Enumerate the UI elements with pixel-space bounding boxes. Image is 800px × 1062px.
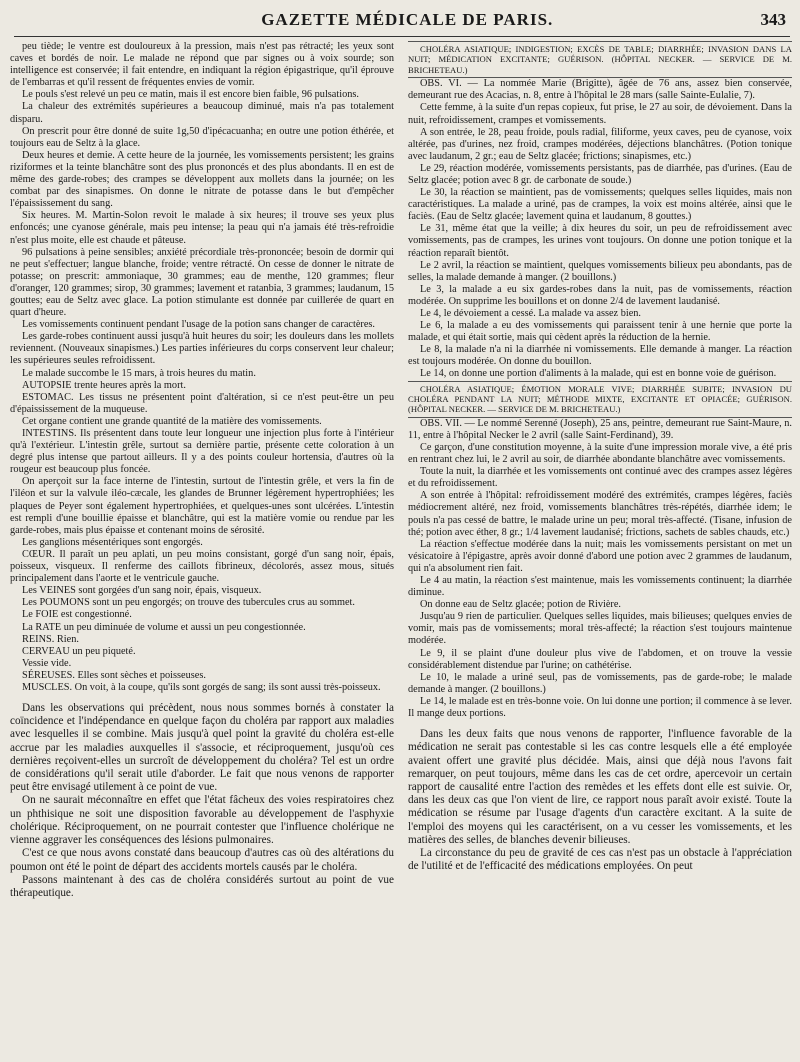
- section-heading-obs6: [408, 41, 792, 78]
- paragraph: Toute la nuit, la diarrhée et les vomissements ont continué avec des crampes assez légères et du refroidissement.: [408, 466, 792, 490]
- paragraph: On donne eau de Seltz glacée; potion de Rivière.: [420, 599, 622, 611]
- paragraph: A son entrée, le 28, peau froide, pouls radial, filiforme, yeux caves, peu de cyanose, voix altérée, pas d'urines, nez froid, crampes modérées, déjections blanchâtres. (Potion tonique avec laudanum, 2 gr.; eau de Seltz glacée; frictions; sinapismes, etc.): [408, 126, 792, 162]
- paragraph: Le malade succombe le 15 mars, à trois heures du matin.: [22, 367, 256, 379]
- paragraph: Le 14, le malade est en très-bonne voie. On lui donne une portion; il commence à se lever. Il mange deux portions.: [408, 695, 792, 720]
- paragraph: peu tiède; le ventre est douloureux à la pression, mais n'est pas rétracté; les yeux sont caves et bordés de noir. Le malade ne répond que par signes ou à voix sourde; son intelligence est conservée; il fait entendre, en indiquant la région épigastrique, qu'il éprouve de l'embarras et qu'il ressent de fréquentes envies de vomir.: [10, 41, 394, 89]
- paragraph: Le 2 avril, la réaction se maintient, quelques vomissements bilieux peu abondants, pas de selles, la malade demande à manger. (2 bouillons.): [408, 259, 792, 283]
- paragraph: On prescrit pour être donné de suite 1g,50 d'ipécacuanha; en outre une potion éthérée, et toujours eau de Seltz à la glace.: [10, 125, 394, 149]
- paragraph: OBS. VII. — Le nommé Serenné (Joseph), 25 ans, peintre, demeurant rue Saint-Maure, n. 11, entre à l'hôpital Necker le 2 avril (salle Saint-Ferdinand), 39.: [408, 417, 792, 441]
- paragraph: A son entrée à l'hôpital: refroidissement modéré des extrémités, crampes légères, faciès médiocrement altéré, nez froid, vomissements blanchâtres très-répétés, diarrhée idem; le pouls n'a pas cessé de battre, le malade urine un peu; moral très-affecté. (Tisane, infusion de thé; potion avec éther, 8 gr.; 1/4 lavement laudanisé; frictions, sachets de sables chauds, etc.): [408, 490, 792, 538]
- left-column: [10, 41, 394, 900]
- section-heading: CHOLÉRA ASIATIQUE; INDIGESTION; EXCÈS DE TABLE; DIARRHÉE; INVASION DANS LA NUIT; MÉDICATION EXCITANTE; GUÉRISON. (HÔPITAL NECKER. — SERVICE DE M. BRICHETEAU.): [408, 41, 792, 78]
- left-column-text: [10, 41, 394, 694]
- paragraph: Le 4, le dévoiement a cessé. La malade va assez bien.: [420, 308, 641, 319]
- paragraph: MUSCLES. On voit, à la coupe, qu'ils sont gorgés de sang; ils sont aussi très-poisseux.: [22, 681, 381, 693]
- right-column: [408, 41, 792, 900]
- paragraph: INTESTINS. Ils présentent dans toute leur longueur une injection plus forte à l'intérieur qu'à l'extérieur. L'intestin grêle, surtout sa dernière partie, présente cette coloration à un degré plus intense que partout ailleurs. Il y a des points couleur hortensia, d'autres où la rougeur est beaucoup plus foncée.: [10, 428, 394, 476]
- page-number: 343: [760, 10, 786, 29]
- paragraph: REINS. Rien.: [22, 633, 79, 645]
- paragraph: Dans les deux faits que nous venons de rapporter, l'influence favorable de la médication ne serait pas contestable si les cas contre lesquels elle a été employée avaient offert une gravité plus décidée. Mais, ainsi que déjà nous l'avons fait remarquer, on peut toujours, même dans les cas de cet ordre, apercevoir un certain rapport de causalité entre l'action des remèdes et les effets dont elle est suivie. Or, dans les deux cas que l'on vient de lire, ce rapport nous paraît avoir existé. Toute la médication se résume par l'usage d'agents d'un caractère excitant. A la suite de l'emploi des moyens qui les caractérisent, on a vu cesser les vomissements, et les matières des selles, de blanches devenir bilieuses.: [408, 728, 792, 846]
- paragraph: Les vomissements continuent pendant l'usage de la potion sans changer de caractères.: [22, 319, 375, 331]
- paragraph: Vessie vide.: [22, 657, 72, 669]
- right-column-discussion: [408, 728, 792, 873]
- paragraph: La RATE un peu diminuée de volume et aussi un peu congestionnée.: [22, 621, 306, 633]
- paragraph: Ce garçon, d'une constitution moyenne, à la suite d'une impression morale vive, a été pris en rentrant chez lui, le 2 avril au soir, de diarrhée abondante blanchâtre avec vomissements.: [408, 441, 792, 466]
- paragraph: Jusqu'au 9 rien de particulier. Quelques selles liquides, mais bilieuses; quelques envies de vomir, mais pas de vomissements; moral très-affecté; la réaction s'est toujours maintenue modérée.: [408, 611, 792, 647]
- paragraph: Le 6, la malade a eu des vomissements qui paraissent tenir à une hernie que porte la malade, et qui était sortie, mais qui cèdent après la réduction de la hernie.: [408, 320, 792, 344]
- paragraph: La chaleur des extrémités supérieures a beaucoup diminué, mais n'a pas totalement disparu.: [10, 101, 394, 125]
- paragraph: Passons maintenant à des cas de choléra considérés surtout au point de vue thérapeutique.: [10, 873, 394, 899]
- paragraph: SÉREUSES. Elles sont sèches et poisseuses.: [22, 669, 206, 681]
- paragraph: Le 9, il se plaint d'une douleur plus vive de l'abdomen, et on trouve la vessie considérablement distendue par l'urine; on cathétérise.: [408, 647, 792, 671]
- journal-title: GAZETTE MÉDICALE DE PARIS.: [261, 10, 554, 29]
- paragraph: Les POUMONS sont un peu engorgés; on trouve des tubercules crus au sommet.: [22, 597, 355, 609]
- paragraph: ESTOMAC. Les tissus ne présentent point d'altération, si ce n'est peut-être un peu d'épaississement de la muqueuse.: [10, 391, 394, 415]
- paragraph: Le 3, la malade a eu six gardes-robes dans la nuit, pas de vomissements, réaction modérée. On supprime les bouillons et on donne 2/4 de lavement laudanisé.: [408, 283, 792, 307]
- paragraph: C'est ce que nous avons constaté dans beaucoup d'autres cas où des altérations du poumon ont été le point de départ des accidents mortels causés par le choléra.: [10, 847, 394, 873]
- paragraph: Cet organe contient une grande quantité de la matière des vomissements.: [22, 415, 322, 427]
- observation-7: [408, 418, 792, 720]
- paragraph: Le 30, la réaction se maintient, pas de vomissements; quelques selles liquides, mais non caractéristiques. La malade a uriné, pas de crampes, la voix est moins altérée, ainsi que le faciès. (Eau de Seltz glacée; lavement quina et laudanum, 8 gouttes.): [408, 187, 792, 223]
- paragraph: Le 4 au matin, la réaction s'est maintenue, mais les vomissements continuent; la diarrhée diminue.: [408, 575, 792, 599]
- section-heading-obs7: [408, 381, 792, 418]
- paragraph: 96 pulsations à peine sensibles; anxiété précordiale très-prononcée; besoin de dormir qui ne peut s'effectuer; langue blanche, froide; ventre rétracté. On cesse de donner le nitrate de potasse; on prescrit: ammoniaque, 30 grammes; eau de menthe, 120 grammes; fleur d'oranger, 120 grammes; sirop, 30 grammes; lavement et ratanbia, 3 grammes; laudanum, 15 gouttes; eau de Seltz avec glace. La potion stimulante est donnée par cuillerée de quart en quart d'heure.: [10, 246, 394, 319]
- paragraph: La réaction s'effectue modérée dans la nuit; mais les vomissements persistant on met un vésicatoire à l'épigastre, après avoir donné d'abord une potion avec 2 grammes de laudanum, qui n'a absolument rien fait.: [408, 538, 792, 574]
- paragraph: Le 8, la malade n'a ni la diarrhée ni vomissements. Elle demande à manger. La réaction est toujours modérée. On donne du bouillon.: [408, 344, 792, 368]
- paragraph: Dans les observations qui précèdent, nous nous sommes bornés à constater la coïncidence et l'indépendance en quelque façon du choléra par rapport aux maladies avec lesquelles il se combine. Mais jusqu'à quel point la gravité du choléra est-elle accrue par les maladies auxquelles il s'associe, et réciproquement, jusqu'où ces dernières reçoivent-elles un surcroît de développement du choléra? Tel est un ordre de considérations qu'il serait utile d'aborder. Le fait que nous venons de rapporter peut être envisagé utilement à ce point de vue.: [10, 702, 394, 794]
- columns: [10, 41, 792, 900]
- paragraph: Le pouls s'est relevé un peu ce matin, mais il est encore bien faible, 96 pulsations.: [22, 89, 359, 101]
- paragraph: Deux heures et demie. A cette heure de la journée, les vomissements persistent; les grains riziformes et la teinte blanchâtre sont des plus prononcés et des plus abondants. Il en est de même des garde-robes; des crampes se développent aux mollets dans la journée; on les combat par des sinapismes. On donne le nitrate de potasse dans le but d'empêcher l'épaississement du sang.: [10, 149, 394, 210]
- paragraph: Les garde-robes continuent aussi jusqu'à huit heures du soir; les douleurs dans les mollets reviennent. (Nouveaux sinapismes.) Les parties inférieures du corps conservent leur chaleur; les supérieures seules refroidissent.: [10, 331, 394, 367]
- paragraph: Le 29, réaction modérée, vomissements persistants, pas de diarrhée, pas d'urines. (Eau de Seltz glacée; potion avec 8 gr. de carbonate de soude.): [408, 162, 792, 186]
- paragraph: Le FOIE est congestionné.: [22, 609, 132, 621]
- paragraph: Les ganglions mésentériques sont engorgés.: [22, 536, 203, 548]
- paragraph: Le 14, on donne une portion d'aliments à la malade, qui est en bonne voie de guérison.: [420, 368, 777, 380]
- paragraph: On aperçoit sur la face interne de l'intestin, surtout de l'intestin grêle, et vers la fin de l'iléon et sur la valvule iléo-cæcale, les glandes de Brunner légèrement hypertrophiées; les plaques de Peyer sont également hypertrophiées, et quelques-unes sont ulcérées. L'intestin est rempli d'une bouillie épaisse et blanchâtre, qui est la matière vomie ou rendue par les garde-robes, mais plus épaisse et contenant moins de sérosité.: [10, 476, 394, 536]
- paragraph: CERVEAU un peu piqueté.: [22, 645, 136, 657]
- paragraph: Le 31, même état que la veille; à dix heures du soir, un peu de refroidissement avec vomissements, pas de crampes, les urines vont toujours. On donne une potion tonique et la réaction reparaît bientôt.: [408, 223, 792, 259]
- paragraph: Les VEINES sont gorgées d'un sang noir, épais, visqueux.: [22, 585, 262, 597]
- section-heading: CHOLÉRA ASIATIQUE; ÉMOTION MORALE VIVE; DIARRHÉE SUBITE; INVASION DU CHOLÉRA PENDANT LA NUIT; MÉTHODE MIXTE, EXCITANTE ET OPIACÉE; GUÉRISON. (HÔPITAL NECKER. — SERVICE DE M. BRICHETEAU.): [408, 381, 792, 418]
- paragraph: La circonstance du peu de gravité de ces cas n'est pas un obstacle à l'appréciation de l'utilité et de l'efficacité des médications employées. On peut: [408, 846, 792, 873]
- paragraph: Le 10, le malade a uriné seul, pas de vomissements, pas de garde-robe; le malade demande à manger. (2 bouillons.): [408, 671, 792, 695]
- page-header: [14, 10, 790, 37]
- paragraph: Six heures. M. Martin-Solon revoit le malade à six heures; il trouve ses yeux plus enfoncés; une cyanose générale, mais peu intense; la peau qui n'a jamais été très-refroidie n'est plus moite, elle est chaude et pâteuse.: [10, 210, 394, 246]
- paragraph: Cette femme, à la suite d'un repas copieux, fut prise, le 27 au soir, de dévoiement. Dans la nuit, refroidissement, crampes et vomissements.: [408, 102, 792, 126]
- paragraph: On ne saurait méconnaître en effet que l'état fâcheux des voies respiratoires chez un phthisique ne soit une disposition favorable au développement de l'asphyxie cholérique. Réciproquement, on ne pourrait contester que l'influence cholérique ne vienne aggraver les conséquences des lésions pulmonaires.: [10, 794, 394, 847]
- observation-6: [408, 78, 792, 380]
- paragraph: AUTOPSIE trente heures après la mort.: [22, 379, 186, 391]
- paragraph: CŒUR. Il paraît un peu aplati, un peu moins consistant, gorgé d'un sang noir, épais, poisseux, visqueux. Il renferme des caillots fibrineux, décolorés, assez mous, situés principalement dans l'aorte et le ventricule gauche.: [10, 548, 394, 585]
- left-column-discussion: [10, 702, 394, 900]
- paragraph: OBS. VI. — La nommée Marie (Brigitte), âgée de 76 ans, assez bien conservée, demeurant rue des Acacias, n. 8, entre à l'hôpital le 28 mars (salle Sainte-Eulalie, 7).: [408, 78, 792, 102]
